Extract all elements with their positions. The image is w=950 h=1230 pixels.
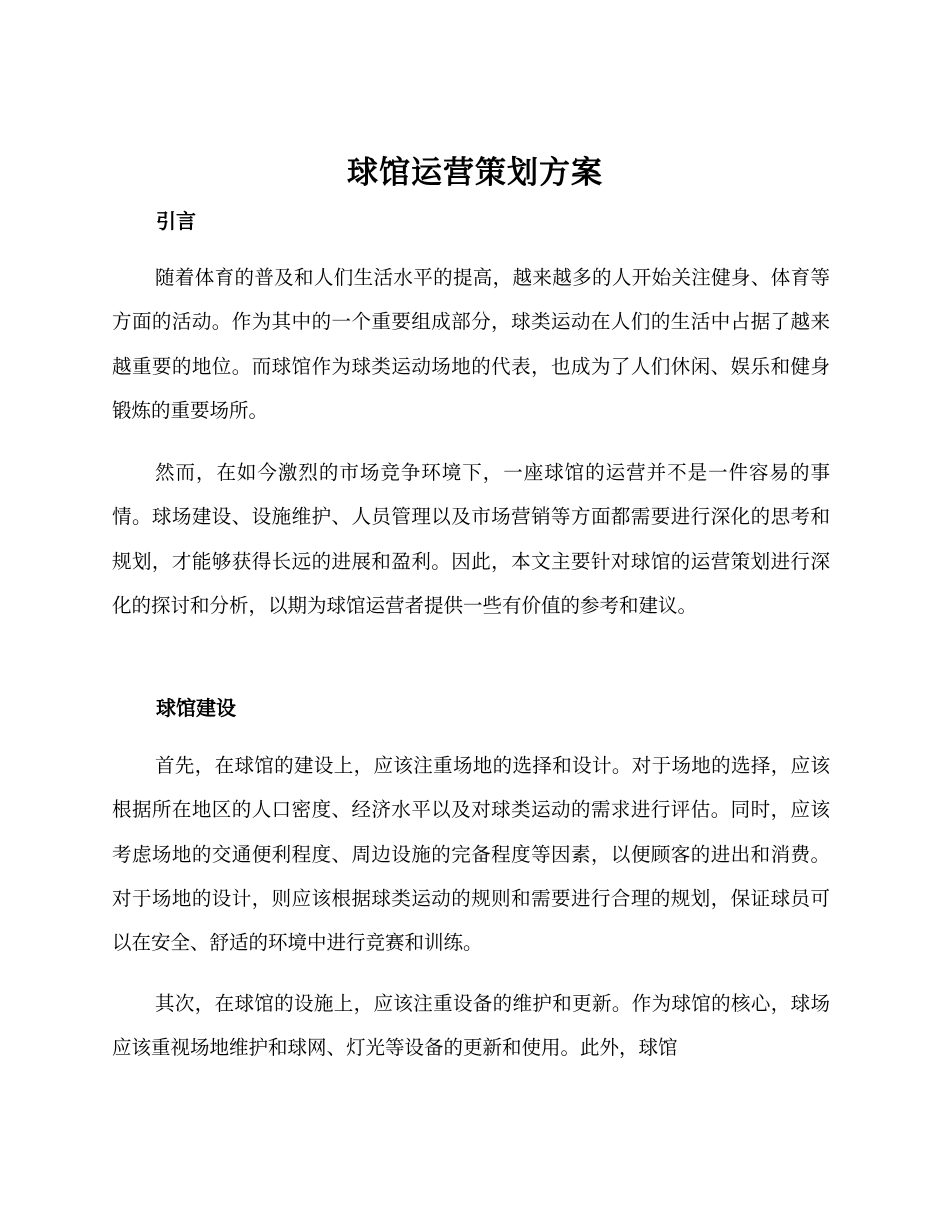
paragraph: 随着体育的普及和人们生活水平的提高，越来越多的人开始关注健身、体育等方面的活动。作为其中的一个重要组成部分，球类运动在人们的生活中占据了越来越重要的地位。而球馆作为球类运动场地的代表，也成为了人们休闲、娱乐和健身锻炼的重要场所。: [112, 266, 830, 422]
paragraph: 其次，在球馆的设施上，应该注重设备的维护和更新。作为球馆的核心，球场应该重视场地维护和球网、灯光等设备的更新和使用。此外，球馆: [112, 992, 830, 1060]
section-heading-intro: 引言: [156, 209, 196, 233]
document-title: 球馆运营策划方案: [347, 155, 603, 191]
section-heading-construction: 球馆建设: [156, 696, 236, 720]
paragraph: 首先，在球馆的建设上，应该注重场地的选择和设计。对于场地的选择，应该根据所在地区的人口密度、经济水平以及对球类运动的需求进行评估。同时，应该考虑场地的交通便利程度、周边设施的完备程度等因素，以便顾客的进出和消费。对于场地的设计，则应该根据球类运动的规则和需要进行合理的规划，保证球员可以在安全、舒适的环境中进行竞赛和训练。: [112, 754, 830, 955]
paragraph: 然而，在如今激烈的市场竞争环境下，一座球馆的运营并不是一件容易的事情。球场建设、设施维护、人员管理以及市场营销等方面都需要进行深化的思考和规划，才能够获得长远的进展和盈利。因此，本文主要针对球馆的运营策划进行深化的探讨和分析，以期为球馆运营者提供一些有价值的参考和建议。: [112, 461, 830, 617]
